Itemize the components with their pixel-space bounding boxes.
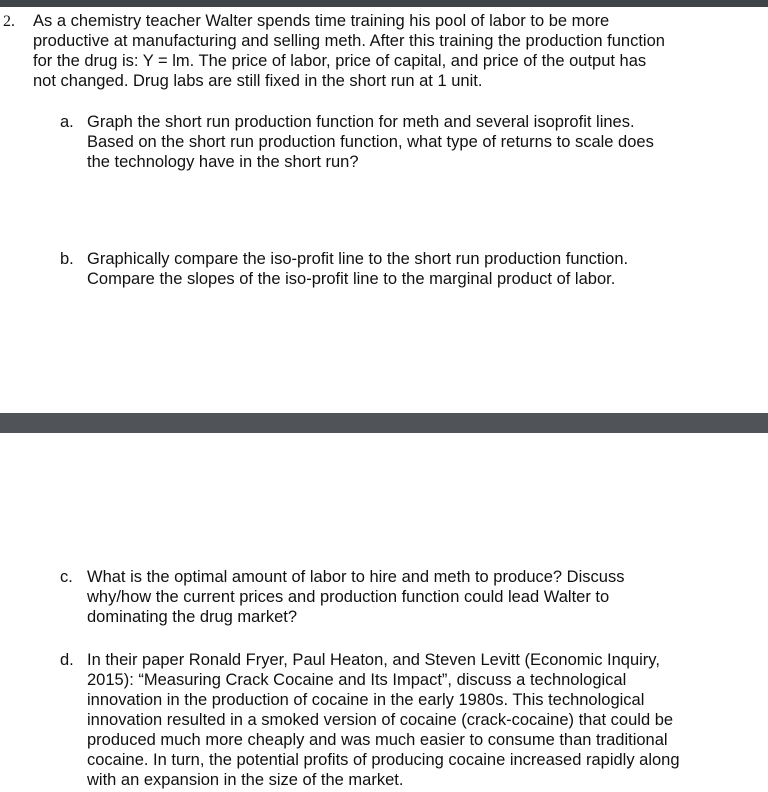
part-c-label: c. bbox=[60, 568, 73, 586]
part-b-text: Graphically compare the iso-profit line to the short run production function. Compare the slopes of the iso-profit line to the marginal product of labor. bbox=[87, 250, 629, 288]
part-a-label: a. bbox=[60, 113, 74, 131]
part-d-label: d. bbox=[60, 651, 74, 669]
page-break-divider bbox=[0, 413, 768, 433]
part-a-text: Graph the short run production function for meth and several isoprofit lines. Based on the short run production function, what type of returns to scale does the technology have in the short run? bbox=[87, 113, 654, 171]
question-number: 2. bbox=[3, 13, 15, 30]
part-d-text: In their paper Ronald Fryer, Paul Heaton, and Steven Levitt (Economic Inquiry, 2015): “Measuring Crack Cocaine and Its Impact”, discuss a technological innovation in the production of cocaine in the early 1980s. This technological innovation resulted in a smoked version of cocaine (crack-cocaine) that could be produced much more cheaply and was much easier to consume than traditional cocaine. In turn, the potential profits of producing cocaine increased rapidly along with an expansion in the size of the market. bbox=[87, 651, 680, 789]
question-stem: As a chemistry teacher Walter spends time training his pool of labor to be more productive at manufacturing and selling meth. After this training the production function for the drug is: Y = lm. The price of labor, price of capital, and price of the output has not changed. Drug labs are still fixed in the short run at 1 unit. bbox=[33, 12, 665, 90]
part-c-text: What is the optimal amount of labor to hire and meth to produce? Discuss why/how the current prices and production function could lead Walter to dominating the drug market? bbox=[87, 568, 625, 626]
page-top-border bbox=[0, 0, 768, 7]
part-b-label: b. bbox=[60, 250, 74, 268]
